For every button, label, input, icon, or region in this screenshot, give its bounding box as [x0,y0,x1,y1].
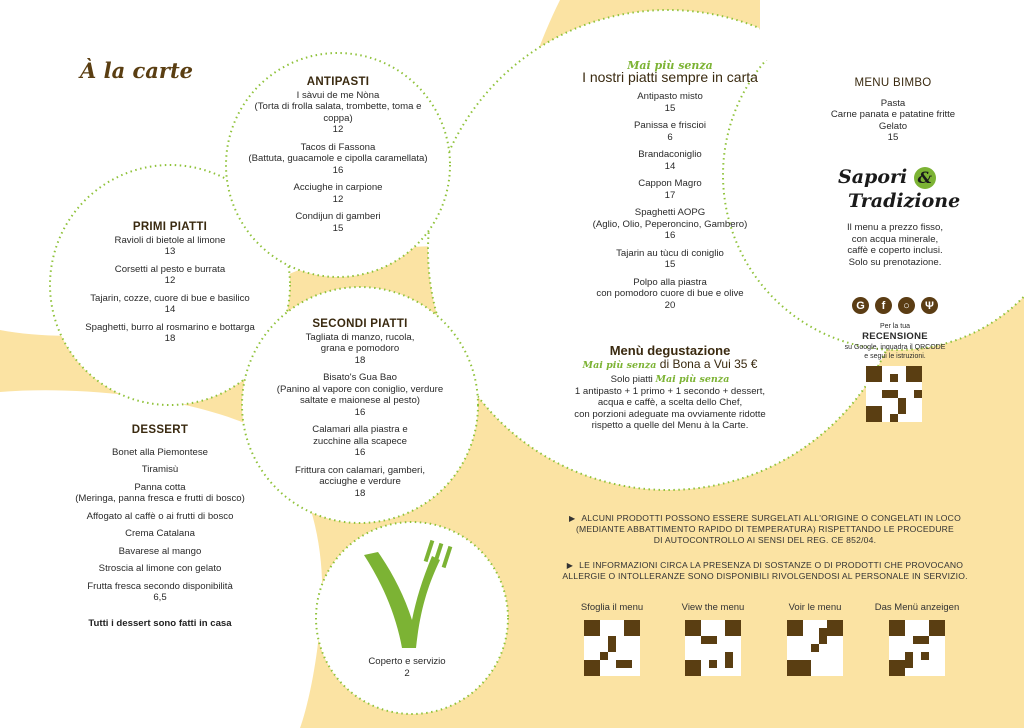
antipasti-section [228,77,448,234]
sempre-section [555,60,785,311]
note-allergie: ▶ LE INFORMAZIONI CIRCA LA PRESENZA DI SOSTANZE O DI PRODOTTI CHE PROVOCANO ALLERGIE O INTOLLERANZE SONO DISPONIBILI RIVOLGENDOSI AL PERSONALE IN SERVIZIO. [562,560,968,581]
dessert-item: Affogato al caffè o ai frutti di bosco [86,510,234,522]
menu-item: Ravioli di bietole al limone 13 [114,234,226,257]
dessert-item: Bavarese al mango [118,545,202,557]
thefork-icon[interactable]: Ψ [921,297,938,314]
triangle-icon: ▶ [569,514,576,523]
menu-item: Spaghetti AOPG (Aglio, Olio, Peperoncino, Gambero) 16 [592,207,748,241]
dessert-item: Crema Catalana [125,528,195,539]
dessert-section [50,425,270,629]
menu-item: Bisato's Gua Bao (Panino al vapore con coniglio, verdure saltate e maionese al pesto) 16 [276,372,444,418]
page-title: À la carte [80,58,194,83]
coperto-circle [316,522,508,714]
menu-item: Tajarin, cozze, cuore di bue e basilico 14 [90,292,250,315]
dessert-item: Stroscia al limone con gelato [98,563,222,574]
qr-label-de: Das Menü anzeigen [874,602,960,613]
menu-item: Panissa e friscioi 6 [634,120,706,143]
coperto-section [347,656,467,679]
dessert-footnote: Tutti i dessert sono fatti in casa [88,617,232,629]
menu-item: Frittura con calamari, gamberi, acciughe e verdure 18 [294,464,426,499]
degustazione-subtitle: di Bona a Vui 35 € [659,356,758,371]
google-icon[interactable]: G [852,297,869,314]
menu-item: Cappon Magro 17 [638,178,702,201]
note-surgelati: ▶ ALCUNI PRODOTTI POSSONO ESSERE SURGELATI ALL'ORIGINE O CONGELATI IN LOCO (MEDIANTE ABBATTIMENTO RAPIDO DI TEMPERATURA) RISPETTANDO LE PROCEDURE DI AUTOCONTROLLO AI SENSI DEL REG. CE 852/04. [569,513,961,545]
primi-section [60,222,280,345]
menu-item: I sàvui de me Nòna (Torta di frolla salata, trombette, toma e coppa) 12 [254,89,422,135]
dessert-price: 6,5 [153,592,167,603]
recensione-section: Per la tua RECENSIONE su Google, inquadra il QRCODE e segui le istruzioni. [844,323,946,360]
antipasti-heading: ANTIPASTI [306,76,370,88]
dessert-item: Panna cotta [134,481,186,493]
triangle-icon: ▶ [566,561,574,570]
menu-item: Acciughe in carpione 12 [293,182,383,205]
qr-code-fr[interactable] [787,620,843,676]
degustazione-section: Menù degustazione Mai più senza di Bona a Vui 35 € Solo piatti Mai più senza 1 antipasto + 1 primo + 1 secondo + dessert, acqua e caffè, a scelta dello Chef, con porzioni adeguate ma ovviamente ridotte rispetto a quelle del Menu à la Carte. [540,345,800,432]
coperto-price: 2 [404,667,410,679]
menu-item: Calamari alla piastra e zucchine alla scapece 16 [312,424,408,458]
menu-item: Brandaconiglio 14 [638,149,702,172]
qr-label-fr: Voir le menu [788,602,842,613]
dessert-item: Bonet alla Piemontese [112,446,208,458]
qr-code-de[interactable] [889,620,945,676]
qr-label-it: Sfoglia il menu [580,602,644,613]
prezzo-fisso: Il menu a prezzo fisso, con acqua minerale, caffè e coperto inclusi. Solo su prenotazione. [847,222,943,268]
degustazione-heading: Menù degustazione [609,343,731,358]
social-icons [852,297,942,314]
secondi-heading: SECONDI PIATTI [312,318,408,330]
dessert-item: (Meringa, panna fresca e frutti di bosco) [75,493,245,504]
dessert-heading: DESSERT [131,424,189,436]
menu-item: Tajarin au tùcu di coniglio 15 [616,247,724,270]
sapori-logo: Sapori & Tradizione [838,166,961,212]
qr-code-review[interactable] [866,366,922,422]
qr-code-en[interactable] [685,620,741,676]
dessert-item: Tiramisù [141,464,179,475]
tripadvisor-icon[interactable]: ○ [898,297,915,314]
sempre-heading: I nostri piatti sempre in carta [582,68,758,85]
qr-code-it[interactable] [584,620,640,676]
degustazione-tag: Mai più senza [582,359,657,371]
menu-item: Condijun di gamberi 15 [295,211,381,234]
facebook-icon[interactable]: f [875,297,892,314]
primi-heading: PRIMI PIATTI [132,221,208,233]
menu-item: Antipasto misto 15 [637,91,703,114]
qr-label-en: View the menu [681,602,745,613]
dessert-item: Frutta fresca secondo disponibilità [87,580,233,592]
menu-item: Spaghetti, burro al rosmarino e bottarga 18 [85,321,255,344]
menu-item: Polpo alla piastra con pomodoro cuore di bue e olive 20 [596,276,744,311]
menu-item: Tagliata di manzo, rucola, grana e pomodoro 18 [305,331,415,366]
bimbo-section: MENU BIMBO Pasta Carne panata e patatine fritte Gelato 15 [808,78,978,144]
bimbo-heading: MENU BIMBO [854,77,932,89]
coperto-label: Coperto e servizio [368,656,446,667]
secondi-section [265,319,455,499]
menu-item: Tacos di Fassona (Battuta, guacamole e cipolla caramellata) 16 [248,141,428,176]
menu-item: Corsetti al pesto e burrata 12 [114,263,226,286]
sempre-tag: Mai più senza [627,59,713,72]
